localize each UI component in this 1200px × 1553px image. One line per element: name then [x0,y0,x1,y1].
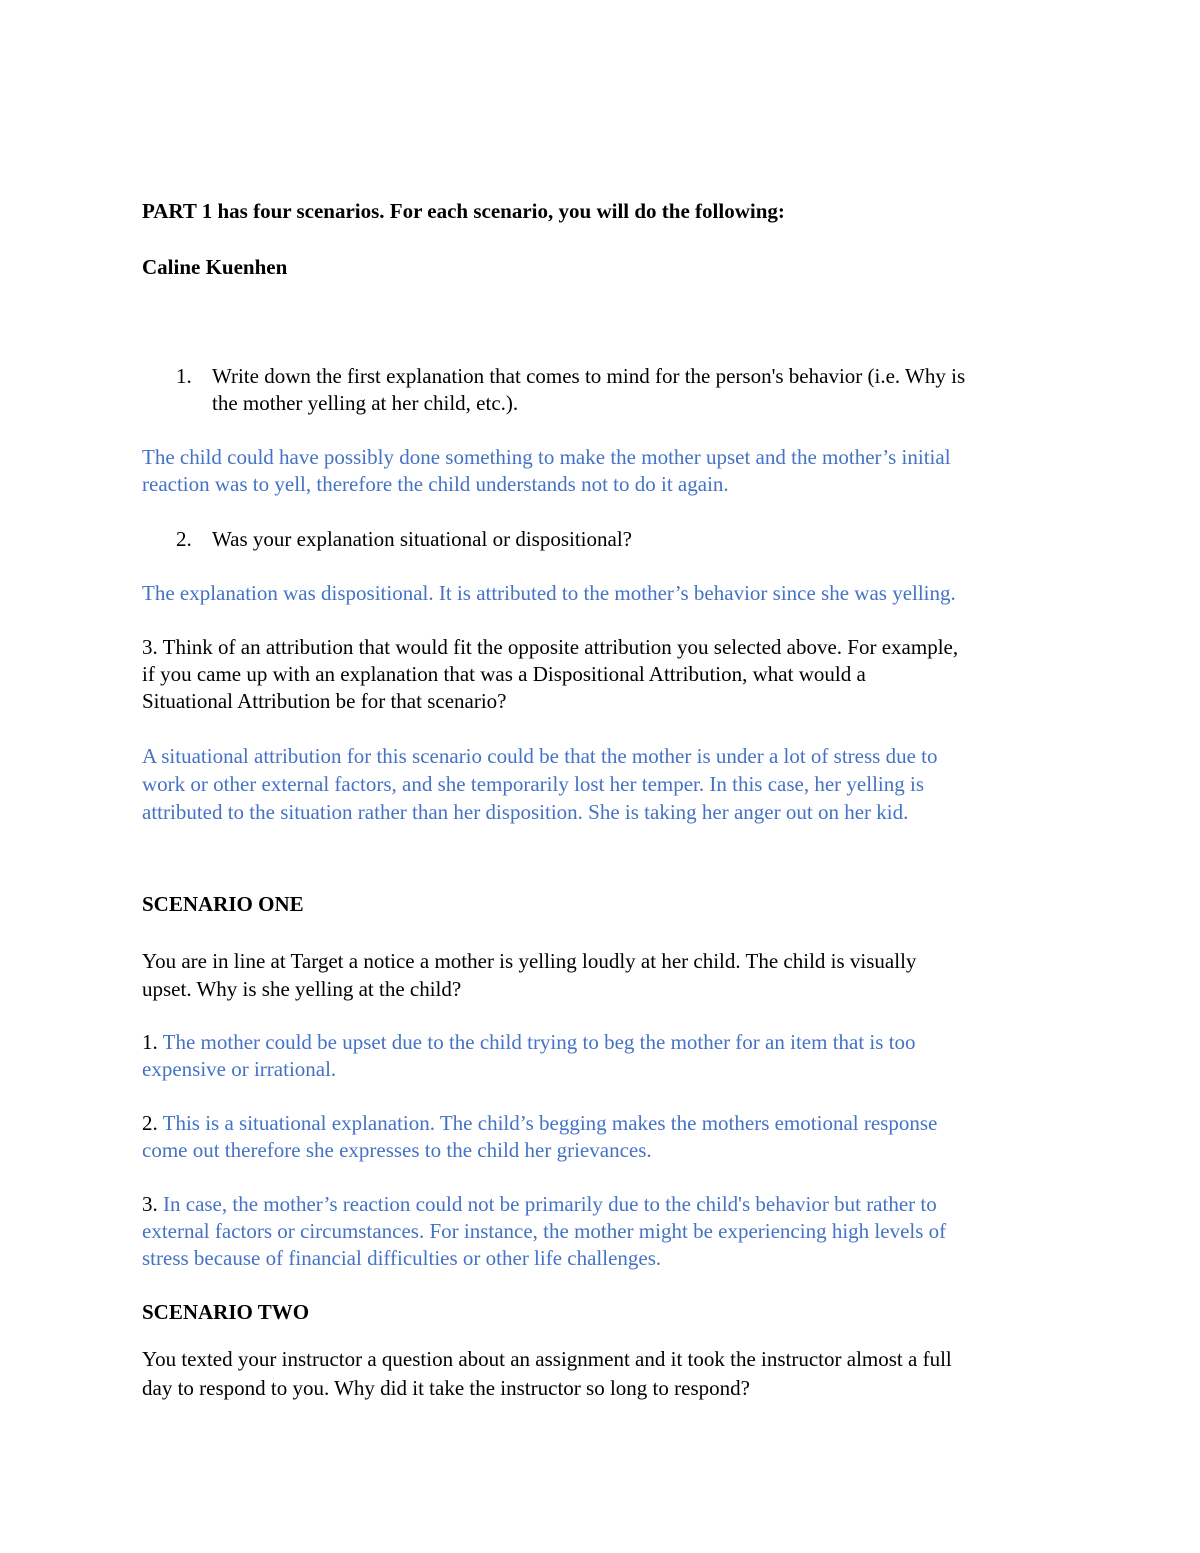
author-name: Caline Kuenhen [142,255,288,279]
answer-line: A situational attribution for this scenario could be that the mother is under a lot of stress due to [142,744,938,768]
scenario-answer-line: stress because of financial difficulties or other life challenges. [142,1246,662,1270]
scenario-answer-line [142,1029,916,1055]
scenario-answer-line [142,1110,937,1136]
answer-line: attributed to the situation rather than her disposition. She is taking her anger out on her kid. [142,800,909,824]
instruction-line: 3. Think of an attribution that would fit the opposite attribution you selected above. For example, [142,635,959,659]
answer-text: The mother could be upset due to the child trying to beg the mother for an item that is too [157,1030,916,1054]
scenario-two-title: SCENARIO TWO [142,1300,310,1324]
instruction-number: 2. [176,527,192,551]
answer-text: This is a situational explanation. The child’s begging makes the mothers emotional response [157,1111,938,1135]
scenario-answer-line: come out therefore she expresses to the child her grievances. [142,1138,652,1162]
answer-text: In case, the mother’s reaction could not be primarily due to the child's behavior but rather to [157,1192,937,1216]
scenario-answer-line: external factors or circumstances. For instance, the mother might be experiencing high levels of [142,1219,947,1243]
scenario-answer-line: expensive or irrational. [142,1057,337,1081]
answer-number: 2. [142,1111,158,1135]
scenario-answer-line [142,1191,937,1217]
document-heading: PART 1 has four scenarios. For each scenario, you will do the following: [142,199,785,223]
instruction-line: the mother yelling at her child, etc.). [212,391,519,415]
instruction-line: Write down the first explanation that comes to mind for the person's behavior (i.e. Why is [212,364,966,388]
scenario-prompt-line: day to respond to you. Why did it take the instructor so long to respond? [142,1376,750,1400]
scenario-prompt-line: You texted your instructor a question about an assignment and it took the instructor almost a full [142,1347,952,1371]
answer-number: 1. [142,1030,158,1054]
instruction-line: Situational Attribution be for that scenario? [142,689,507,713]
instruction-number: 1. [176,364,192,388]
scenario-prompt-line: upset. Why is she yelling at the child? [142,977,462,1001]
scenario-one-title: SCENARIO ONE [142,892,304,916]
answer-line: The child could have possibly done something to make the mother upset and the mother’s initial [142,445,951,469]
scenario-prompt-line: You are in line at Target a notice a mother is yelling loudly at her child. The child is visually [142,949,917,973]
answer-number: 3. [142,1192,158,1216]
answer-line: work or other external factors, and she temporarily lost her temper. In this case, her yelling is [142,772,925,796]
answer-line: The explanation was dispositional. It is attributed to the mother’s behavior since she was yelling. [142,581,956,605]
instruction-line: Was your explanation situational or dispositional? [212,527,632,551]
answer-line: reaction was to yell, therefore the child understands not to do it again. [142,472,729,496]
instruction-line: if you came up with an explanation that was a Dispositional Attribution, what would a [142,662,866,686]
